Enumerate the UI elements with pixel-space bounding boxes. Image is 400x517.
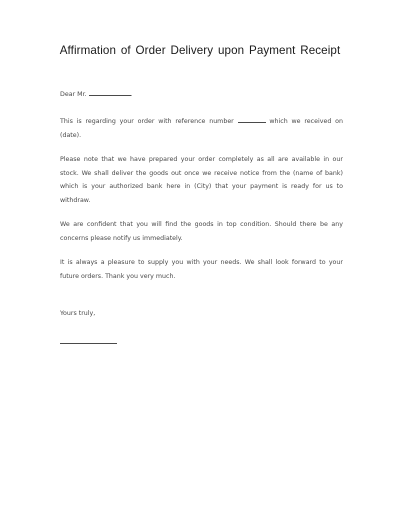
closing: Yours truly,: [60, 310, 96, 317]
paragraph-reference: [60, 115, 343, 142]
recipient-name-blank: [89, 90, 131, 96]
signature-line: [60, 343, 117, 344]
salutation-suffix: .: [130, 91, 133, 98]
document-title: Affirmation of Order Delivery upon Payment Receipt: [59, 44, 341, 57]
paragraph-thanks: It is always a pleasure to supply you with your needs. We shall look forward to your future orders. Thank you very much.: [60, 259, 343, 280]
paragraph-reference-start: This is regarding your order with reference number: [60, 118, 234, 125]
reference-number-blank: [238, 117, 266, 123]
salutation-prefix: Dear Mr.: [60, 91, 87, 98]
paragraph-reference-end: which we received on (date).: [60, 118, 343, 139]
paragraph-confidence: We are confident that you will find the goods in top condition. Should there be any concerns please notify us immediately.: [60, 221, 343, 242]
paragraph-delivery: Please note that we have prepared your order completely as all are available in our stock. We shall deliver the goods out once we receive notice from the (name of bank) which is your authorized bank here in (City) that your payment is ready for us to withdraw.: [60, 156, 343, 204]
salutation: [60, 88, 343, 102]
